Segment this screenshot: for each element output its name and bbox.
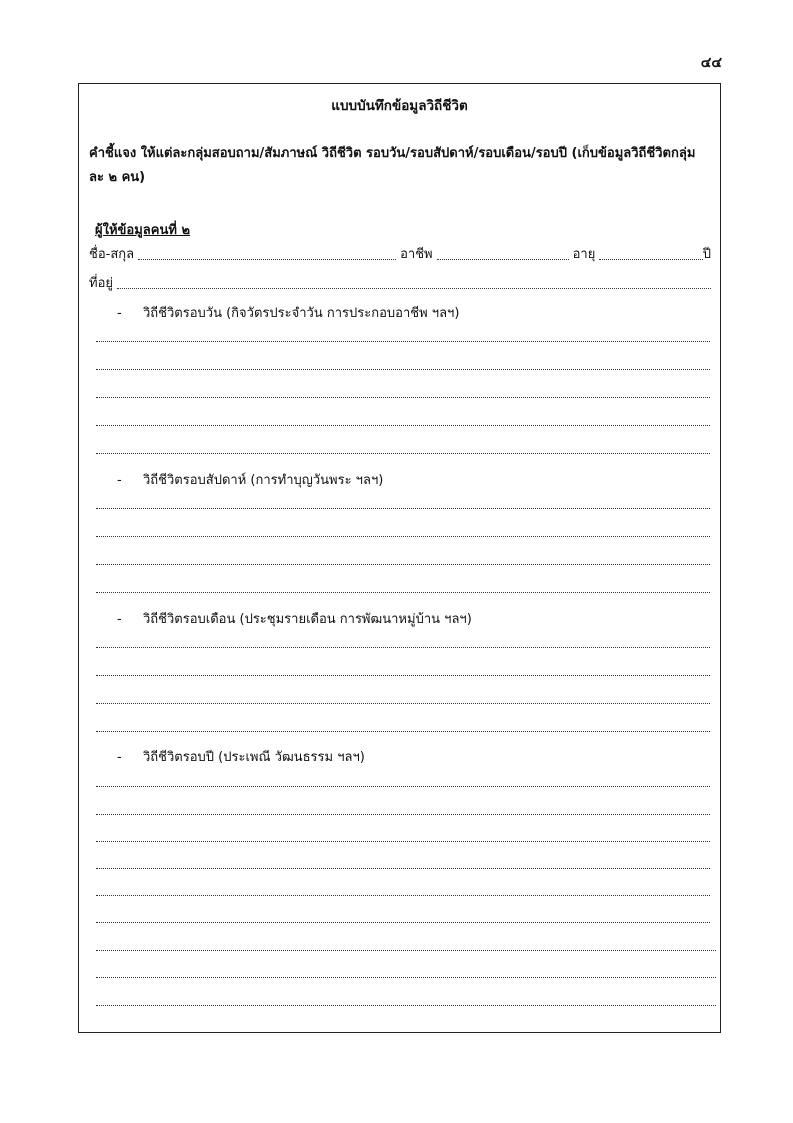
page-number: ๔๔ [700, 55, 722, 71]
section-monthly-heading [117, 608, 472, 629]
age-label: อายุ [572, 247, 596, 262]
informant-heading: ผู้ให้ข้อมูลคนที่ ๒ [95, 223, 191, 238]
yearly-answer-line[interactable] [96, 868, 710, 869]
section-weekly-heading [117, 469, 383, 490]
age-unit-label: ปี [702, 247, 711, 262]
name-label: ชื่อ-สกุล [89, 247, 135, 262]
section-weekly-label: วิถีชีวิตรอบสัปดาห์ (การทำบุญวันพระ ฯลฯ) [143, 473, 384, 488]
section-daily-heading [117, 302, 459, 323]
address-row [89, 273, 711, 293]
weekly-answer-line[interactable] [96, 564, 710, 565]
yearly-answer-line[interactable] [96, 841, 710, 842]
daily-answer-line[interactable] [96, 397, 710, 398]
daily-answer-line[interactable] [96, 453, 710, 454]
bullet-dash: - [117, 612, 122, 627]
occupation-field[interactable] [437, 259, 569, 260]
yearly-answer-line[interactable] [96, 977, 716, 978]
yearly-answer-line[interactable] [96, 895, 710, 896]
daily-answer-line[interactable] [96, 425, 710, 426]
daily-answer-line[interactable] [96, 341, 710, 342]
monthly-answer-line[interactable] [96, 703, 710, 704]
occupation-label: อาชีพ [400, 247, 433, 262]
bullet-dash: - [117, 473, 122, 488]
weekly-answer-line[interactable] [96, 592, 710, 593]
name-field[interactable] [138, 259, 396, 260]
address-field[interactable] [117, 288, 711, 289]
monthly-answer-line[interactable] [96, 675, 710, 676]
bullet-dash: - [117, 306, 122, 321]
monthly-answer-line[interactable] [96, 647, 710, 648]
section-yearly-heading [117, 746, 365, 767]
yearly-answer-line[interactable] [96, 922, 710, 923]
daily-answer-line[interactable] [96, 369, 710, 370]
form-frame [78, 83, 721, 1033]
instructions-text: คำชี้แจง ให้แต่ละกลุ่มสอบถาม/สัมภาษณ์ วิถีชีวิต รอบวัน/รอบสัปดาห์/รอบเดือน/รอบปี (เก็บข้อมูลวิถีชีวิตกลุ่มละ ๒ คน) [89, 146, 696, 185]
age-field[interactable] [599, 259, 702, 260]
yearly-answer-line[interactable] [96, 1005, 716, 1006]
section-yearly-label: วิถีชีวิตรอบปี (ประเพณี วัฒนธรรม ฯลฯ) [143, 750, 365, 765]
bullet-dash: - [117, 750, 122, 765]
section-daily-label: วิถีชีวิตรอบวัน (กิจวัตรประจำวัน การประกอบอาชีพ ฯลฯ) [143, 306, 460, 321]
yearly-answer-line[interactable] [96, 950, 716, 951]
weekly-answer-line[interactable] [96, 536, 710, 537]
yearly-answer-line[interactable] [96, 786, 710, 787]
section-monthly-label: วิถีชีวิตรอบเดือน (ประชุมรายเดือน การพัฒนาหมู่บ้าน ฯลฯ) [143, 612, 472, 627]
address-label: ที่อยู่ [89, 276, 113, 291]
monthly-answer-line[interactable] [96, 731, 710, 732]
weekly-answer-line[interactable] [96, 508, 710, 509]
yearly-answer-line[interactable] [96, 814, 710, 815]
form-title: แบบบันทึกข้อมูลวิถีชีวิต [331, 98, 468, 114]
personal-info-row [89, 244, 711, 264]
